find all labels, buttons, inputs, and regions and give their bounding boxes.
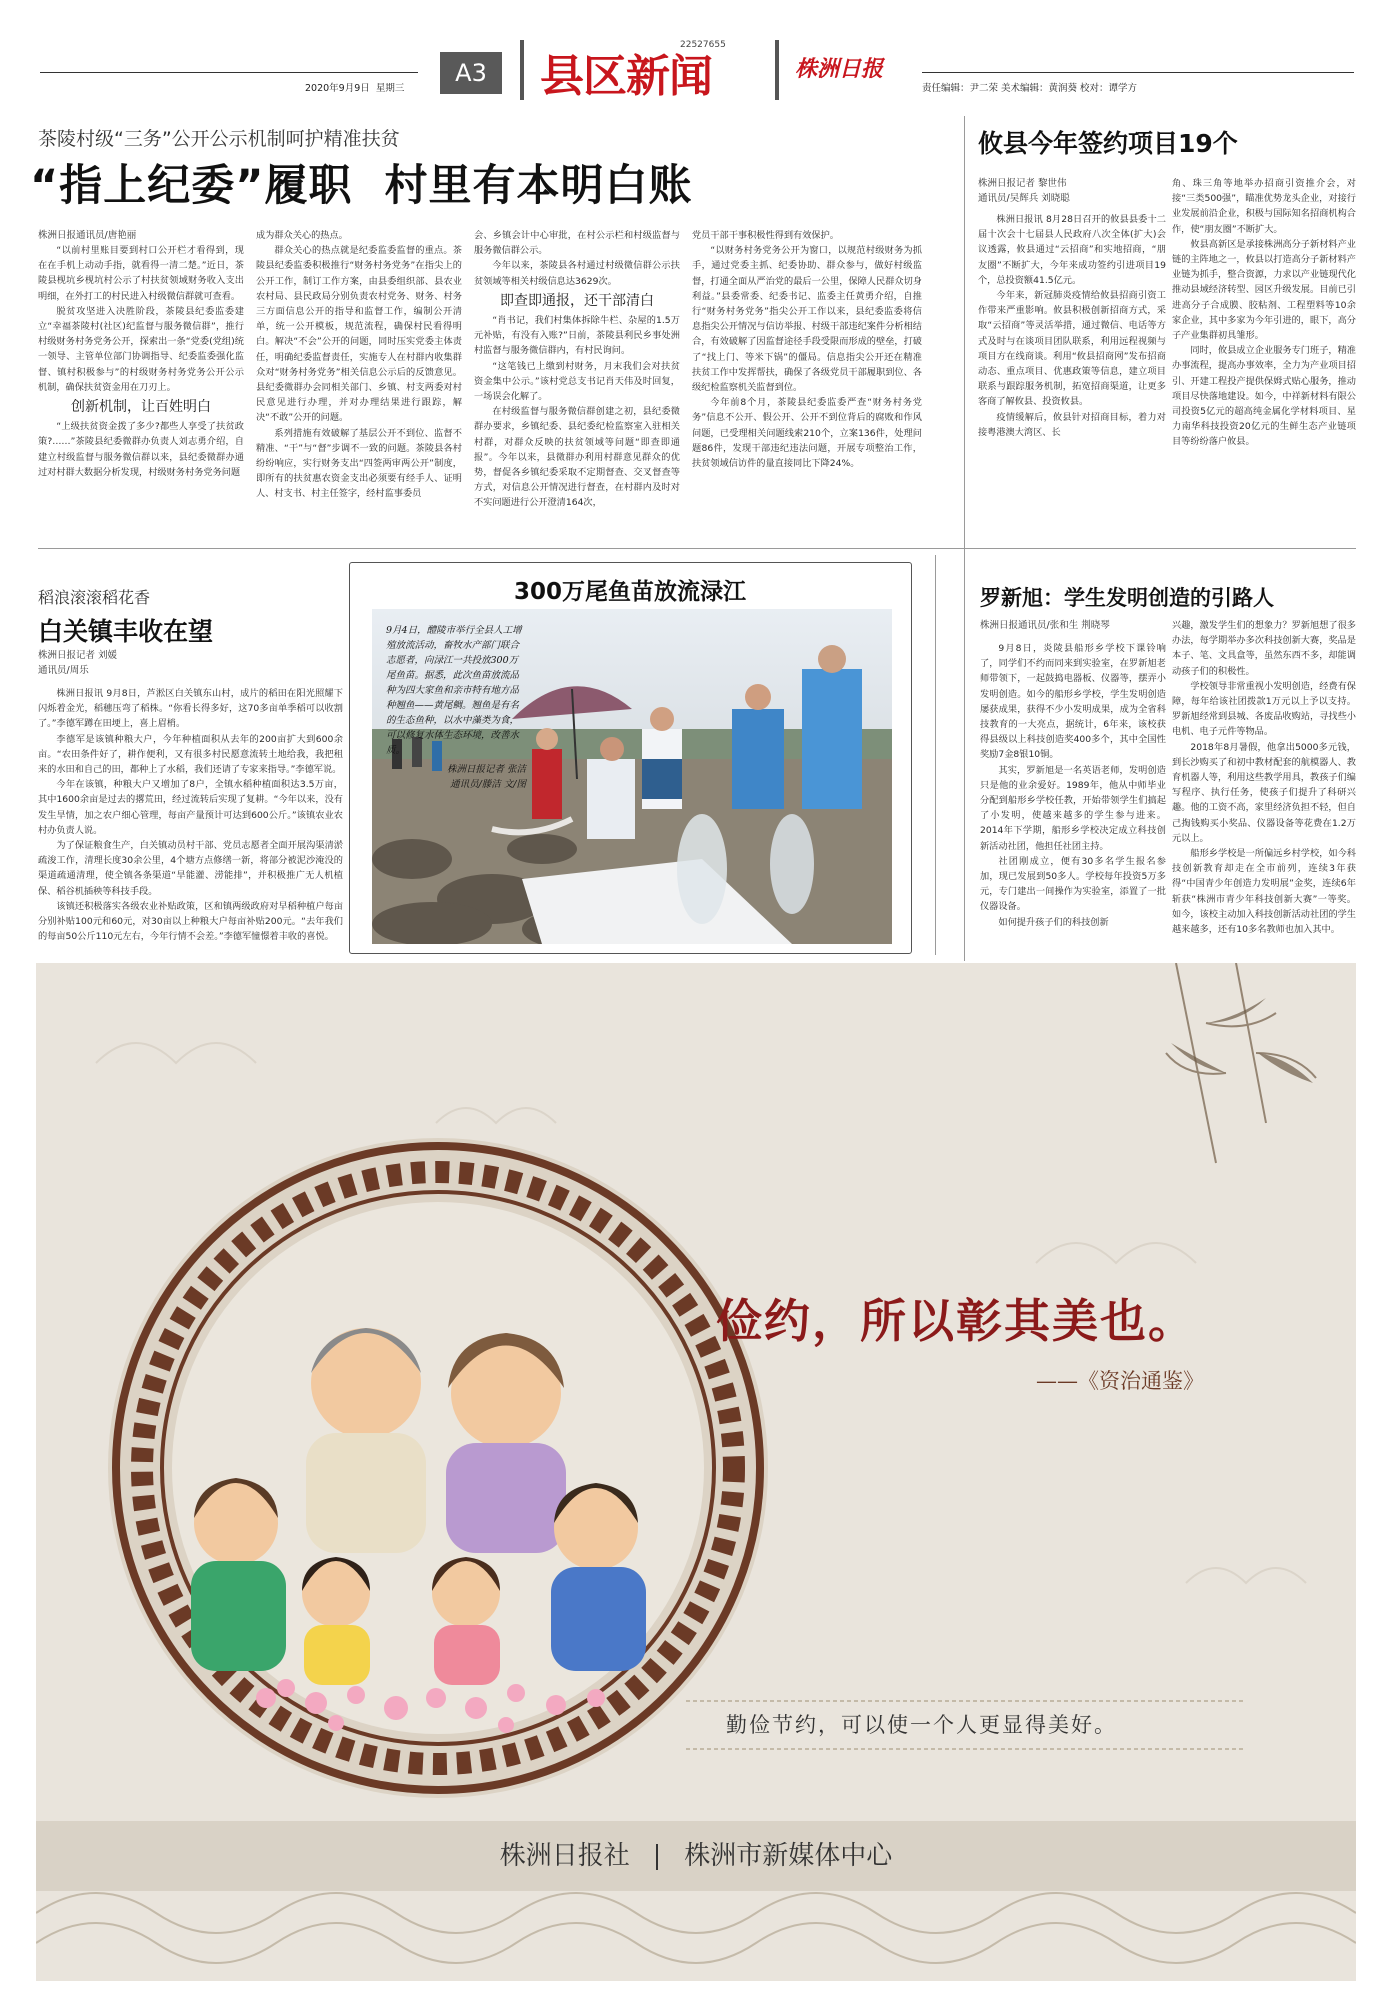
paragraph: 疫情缓解后，攸县针对招商目标，着力对接粤港澳大湾区、长 <box>978 411 1166 438</box>
paragraph: “上级扶贫资金拨了多少?都些人享受了扶贫政策?……”茶陵县纪委微群办负责人刘志勇介绍，自建立村级监督与服务微信群以来，县纪委微群办通过对村群大数据分析发现，村级财务村务党务问题 <box>38 421 244 478</box>
masthead-bracket-left <box>520 40 524 100</box>
luo-byline: 株洲日报通讯员/张和生 荆晓琴 <box>980 620 1110 631</box>
ad-footer-divider <box>656 1844 658 1870</box>
fish-box <box>349 562 912 954</box>
ad-footer <box>36 1829 1356 1883</box>
lead-headline: “指上纪委”履职 村里有本明白账 <box>30 161 693 211</box>
frugality-ad <box>36 963 1356 1981</box>
paragraph: 今年以来，茶陵县各村通过村级微信群公示扶贫领域等相关村级信息达3629次。 <box>474 260 680 287</box>
luo-headline: 罗新旭：学生发明创造的引路人 <box>980 586 1274 610</box>
paragraph: 系列措施有效破解了基层公开不到位、监督不精准、“干”与“督”步调不一致的问题。茶陵县各村纷纷响应，实行财务支出“四签两审两公开”制度，即所有的扶贫惠农资金支出必须要有经手人、证明人、村支书、村主任签字，经村监事委员 <box>256 427 462 500</box>
paragraph: 李德军是该镇种粮大户，今年种植面积从去年的200亩扩大到600余亩。“农田条件好了，耕作便利，又有很多村民愿意流转土地给我，我把租来的水田和自己的田，都种上了水稻，我们还请了专家来指导。”李德军说。 <box>38 733 343 776</box>
youxian-byline-2: 通讯员/吴辉兵 刘晓聪 <box>978 193 1070 204</box>
masthead-bracket-right <box>775 40 779 100</box>
lead-subhead-2: 即查即通报，还干部清白 <box>500 292 654 309</box>
masthead <box>0 0 1393 118</box>
editors-line: 责任编辑：尹二荣 美术编辑：黄润葵 校对：谭学方 <box>922 83 1138 94</box>
ad-meaning: 勤俭节约，可以使一个人更显得美好。 <box>726 1713 1117 1737</box>
youxian-headline: 攸县今年签约项目19个 <box>978 129 1238 158</box>
paragraph: 攸县高新区是承接株洲高分子新材料产业链的主阵地之一，攸县以打造高分子新材料产业链为抓手，整合资源，力求以产业链现代化推动县域经济转型、园区升级发展。目前已引进高分子合成膜、胶粘剂、工程塑料等10余家企业，其中多家为今年引进的，眼下，高分子产业集群初具雏形。 <box>1172 238 1356 342</box>
fish-credit: 株洲日报记者 张洁 通讯员/滕洁 文/图 <box>446 764 526 790</box>
rice-headline: 白关镇丰收在望 <box>38 617 214 646</box>
paragraph: 其实，罗新旭是一名英语老师，发明创造只是他的业余爱好。1989年，他从中师毕业分配到船形乡学校任教，开始带领学生们搞起了小发明，使越来越多的学生参与进来。2014年下学期，船形乡学校决定成立科技创新活动社团，他担任社团主持。 <box>980 764 1166 852</box>
paragraph: 角、珠三角等地举办招商引资推介会，对接“三类500强”，瞄准优势龙头企业，对接行业发展前沿企业，积极与国际知名招商机构合作，使“朋友圈”不断扩大。 <box>1172 178 1356 235</box>
lead-col-3 <box>474 228 680 538</box>
ad-slogan: 俭约，所以彰其美也。 <box>716 1294 1196 1348</box>
youxian-byline-1: 株洲日报记者 黎世伟 <box>978 178 1067 189</box>
rice-body <box>38 648 343 956</box>
paragraph: 株洲日报讯 9月8日，芦淞区白关镇东山村，成片的稻田在阳光照耀下闪烁着金光，稻穗压弯了稻株。“你看长得多好，这70多亩单季稻可以收割了。”李德军蹲在田埂上，喜上眉梢。 <box>38 688 343 730</box>
issue-date: 2020年9月9日 星期三 <box>305 83 405 94</box>
luo-col-1 <box>980 618 1166 958</box>
ad-source: ——《资治通鉴》 <box>1036 1369 1204 1393</box>
youxian-col-1 <box>978 176 1166 538</box>
paragraph: 社团刚成立，便有30多名学生报名参加，现已发展到50多人。学校每年投资5万多元，专门建出一间操作为实验室，添置了一批仪器设备。 <box>980 855 1166 913</box>
paragraph: 在村级监督与服务微信群创建之初，县纪委微群办要求，乡镇纪委、县纪委纪检监察室入驻相关村群，对群众反映的扶贫领域等问题“即查即通报”。今年以来，县微群办利用村群意见群众的优势，督促各乡镇纪委采取不定期督查、交叉督查等方式，对信息公开情况进行督查，在村群内及时对不实问题进行公开澄清164次， <box>474 406 680 509</box>
fish-caption: 9月4日，醴陵市举行全县人工增殖放流活动，畜牧水产部门联合志愿者，向渌江一共投放300万尾鱼苗。据悉，此次鱼苗放流品种为四大家鱼和亲市特有地方品种翘鱼——黄尾鲷。翘鱼是有名的生态鱼种，以水中藻类为食，可以修复水体生态环境，改善水质。 <box>386 625 522 756</box>
lead-kicker: 茶陵村级“三务”公开公示机制呵护精准扶贫 <box>38 128 400 150</box>
lead-subhead-1: 创新机制，让百姓明白 <box>71 399 211 416</box>
paragraph: “肖书记，我们村集体拆除牛栏、杂屋的1.5万元补贴，有没有入账?”日前，茶陵县利民乡事处洲村监督与服务微信群内，有村民询问。 <box>474 315 680 357</box>
page-number-box <box>440 52 502 94</box>
hotline: 22527655 <box>680 40 726 50</box>
paper-logo: 株洲日报 <box>795 56 884 82</box>
paragraph: 今年在该镇，种粮大户又增加了8户，全镇水稻种植面积达3.5万亩，其中1600余亩是过去的撂荒田，经过流转后实现了复耕。“今年以来，没有发生旱情，加之农户细心管理，每亩产量预计可达到600公斤。”该镇农业农村办负责人说。 <box>38 779 343 836</box>
lead-col-1 <box>38 228 244 538</box>
paragraph: 学校领导非常重视小发明创造，经费有保障，每年给该社团拨款1万元以上予以支持。罗新旭经常到县城、各废品收购站，寻找些小电机、电子元件等物品。 <box>1172 680 1356 738</box>
paragraph: 该镇还积极落实各级农业补贴政策，区和镇两级政府对早稻种植户每亩分别补贴100元和60元，对30亩以上种粮大户每亩补贴200元。“去年我们的每亩50公斤110元左右，今年行情不会差。”李德军憧憬着丰收的喜悦。 <box>38 900 343 943</box>
paragraph: 成为群众关心的热点。 <box>256 230 348 241</box>
fish-caption-block <box>386 623 526 843</box>
bamboo-decoration <box>1166 963 1316 1163</box>
rice-kicker: 稻浪滚滚稻花香 <box>38 588 151 607</box>
paragraph: 2018年8月暑假，他拿出5000多元钱，到长沙购买了和初中教材配套的航模器人、教育机器人等，利用这些教学用具，教孩子们编写程序、执行任务，使孩子们提升了科研兴趣。他的工资不高，家里经济负担不轻，但自己掏钱购买小奖品、仪器设备等花费在1.2万元以上。 <box>1172 741 1356 844</box>
paragraph: 兴趣，激发学生们的想象力？罗新旭想了很多办法，每学期举办多次科技创新大赛，奖品是本子、笔、文具盒等，虽然东西不多，却能调动孩子们的积极性。 <box>1172 620 1356 677</box>
paragraph: “以前村里账目要到村口公开栏才看得到，现在在手机上动动手指，就看得一清二楚。”近日，茶陵县枧坑乡枧坑村公示了村扶贫领域财务收入支出明细，在外打工的村民进入村级微信群就可查看。 <box>38 245 244 302</box>
paragraph: 9月8日，炎陵县船形乡学校下课铃响了，同学们不约而同来到实验室，在罗新旭老师带领下，一起鼓捣电器板、仪器等，摆弄小发明创造。如今的船形乡学校，学生发明创造屡获成果，获得不少小发明成果，成为全省科技教育的一大亮点，据统计，6年来，该校获得县级以上科技创造奖400多个，其中全国性奖励7金8银10铜。 <box>980 643 1166 761</box>
lead-col-4 <box>692 228 922 538</box>
ad-footer-right: 株洲市新媒体中心 <box>684 1841 893 1871</box>
paragraph: 党员干部干事积极性得到有效保护。 <box>692 230 839 241</box>
paragraph: 如何提升孩子们的科技创新 <box>998 916 1109 928</box>
page-number: A3 <box>455 59 487 87</box>
paragraph: 为了保证粮食生产，白关镇动员村干部、党员志愿者全面开展沟渠清淤疏浚工作，清理长度30余公里，4个塘方点修缮一新，将部分被泥沙淹没的渠道疏通清理，使全镇各条渠道“旱能灌、涝能排”，并积极推广无人机植保、稻谷机插秧等科技手段。 <box>38 840 343 897</box>
ad-footer-left: 株洲日报社 <box>499 1841 630 1871</box>
rice-byline-2: 通讯员/周乐 <box>38 665 89 676</box>
paragraph: 船形乡学校是一所偏远乡村学校，如今科技创新教育却走在全市前列，连续3年获得“中国青少年创造力发明展”金奖，连续6年斩获“株洲市青少年科技创新大赛”一等奖。如今，该校主动加入科技创新活动社团的学生越来越多，还有10多名教师也加入其中。 <box>1172 848 1356 936</box>
lead-byline: 株洲日报通讯员/唐艳丽 <box>38 230 137 241</box>
paragraph: 今年前8个月，茶陵县纪委监委严查“财务村务党务”信息不公开、假公开、公开不到位背后的腐败和作风问题，已受理相关问题线索210个，立案136件，处理问题86件，发现干部违纪违法问题，开展专项整治工作，扶贫领域信访件的量直接同比下降24%。 <box>692 397 922 470</box>
paragraph: 今年来，新冠肺炎疫情给攸县招商引资工作带来严重影响。攸县积极创新招商方式，采取“云招商”等灵活举措，通过微信、电话等方式及时与在谈项目团队联系，利用远程视频与项目方在线商谈。利用“攸县招商网”发布招商动态、重点项目、优惠政策等信息，建立项目联系与跟踪服务机制，拓宽招商渠道，让更多客商了解攸县、投资攸县。 <box>978 290 1166 408</box>
youxian-col-2 <box>1172 176 1356 538</box>
luo-col-2 <box>1172 618 1356 958</box>
lead-col-2 <box>256 228 462 538</box>
paragraph: “这笔钱已上缴到村财务，月末我们会对扶贫资金集中公示。”该村党总支书记肖天伟及时回复，一场误会化解了。 <box>474 360 680 403</box>
paragraph: 株洲日报讯 8月28日召开的攸县县委十二届十次会十七届县人民政府八次全体(扩大)会议透露，攸县通过“云招商”和实地招商，“朋友圈”不断扩大，今年来成功签约引进项目19个，总投资额41.5亿元。 <box>978 214 1166 286</box>
paragraph: 脱贫攻坚进入决胜阶段，茶陵县纪委监委建立“幸福茶陵村(社区)纪监督与服务微信群”，推行村级财务村务党务公开，探索出一条“党委(党组)统一领导、主管单位部门协调指导、纪委监委强化监督、镇村积极参与”的村级财务村务党务公开公示机制，确保扶贫资金用在刀刃上。 <box>38 305 244 393</box>
section-title-text: 县区新闻 <box>540 51 712 102</box>
paragraph: “以财务村务党务公开为窗口，以规范村级财务为抓手，通过党委主抓、纪委协助、群众参与，做好村级监督，打通全面从严治党的最后一公里，保障人民群众切身利益。”县委常委、纪委书记、监委主任黄勇介绍，自推行“财务村务党务”指尖公开工作以来，县纪委监委将信息指尖公开情况与信访举报、村级干部违纪案件分析相结合，有效破解了因监督途径手段受限而形成的壁垒，打破了“找上门、等米下锅”的僵局。信息指尖公开还在精准扶贫工作中发挥帮扶，确保了各级党员干部履职到位、各级纪检监察机关监督到位。 <box>692 245 922 394</box>
paragraph: 同时，攸县成立企业服务专门班子，精准办事流程，提高办事效率，全力为产业项目招引、开建工程投产提供保姆式贴心服务，推动项目尽快落地建设。如今，中祥新材料有限公司投资5亿元的超高纯金属化学材料项目、星力南华科技投资20亿元的生鲜生态产业链项目等纷纷落户攸县。 <box>1172 345 1356 448</box>
paragraph: 会、乡镇会计中心审批，在村公示栏和村级监督与服务微信群公示。 <box>474 230 680 257</box>
rice-byline-1: 株洲日报记者 刘媛 <box>38 650 118 661</box>
fish-headline: 300万尾鱼苗放流渌江 <box>513 579 746 605</box>
paragraph: 群众关心的热点就是纪委监委监督的重点。茶陵县纪委监委积极推行“财务村务党务”在指尖上的公开工作，制订工作方案，由县委组织部、县农业农村局、县民政局分别负责农村党务、财务、村务三方面信息公开的指导和监督工作，编制公开清单，统一公开模板，规范流程，确保村民看得明白。解决“不会”公开的问题，同时压实党委主体责任，明确纪委监督责任，实施专人在村群内收集群众对“财务村务党务”相关信息公示后的反馈意见。县纪委微群办会同相关部门、乡镇、村支两委对村民意见进行办理，并对办理结果进行跟踪，解决“不敢”公开的问题。 <box>256 245 462 424</box>
